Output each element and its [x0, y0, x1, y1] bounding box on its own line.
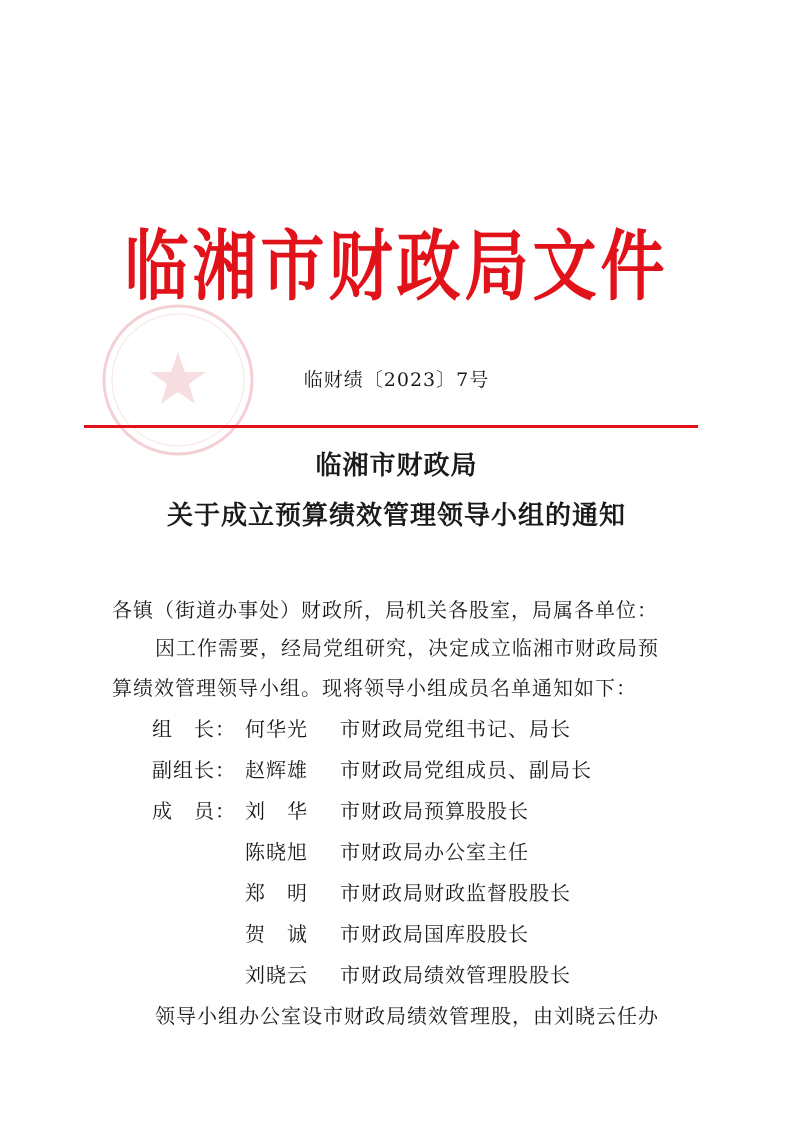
member-name: 何华光 — [245, 717, 308, 741]
member-row — [0, 713, 793, 743]
title-issuer: 临湘市财政局 — [315, 451, 478, 481]
member-name: 赵辉雄 — [245, 758, 308, 782]
member-row — [0, 918, 793, 948]
member-post: 市财政局党组成员、副局长 — [340, 758, 592, 782]
member-name: 陈晓旭 — [245, 840, 308, 864]
member-name: 刘晓云 — [245, 963, 308, 987]
member-row — [0, 836, 793, 866]
member-post: 市财政局国库股股长 — [340, 922, 529, 946]
document-number: 临财绩〔2023〕7号 — [303, 369, 490, 391]
member-post: 市财政局财政监督股股长 — [340, 881, 571, 905]
red-divider-line — [84, 425, 698, 428]
member-role: 成 员： — [152, 799, 236, 823]
intro-line-2: 算绩效管理领导小组。现将领导小组成员名单通知如下： — [112, 676, 637, 700]
member-role: 副组长： — [152, 758, 236, 782]
member-row — [0, 877, 793, 907]
closing-line: 领导小组办公室设市财政局绩效管理股，由刘晓云任办 — [155, 1004, 659, 1028]
member-name: 刘 华 — [245, 799, 308, 823]
member-post: 市财政局绩效管理股股长 — [340, 963, 571, 987]
member-row — [0, 754, 793, 784]
title-subject: 关于成立预算绩效管理领导小组的通知 — [166, 501, 626, 531]
member-row — [0, 795, 793, 825]
member-post: 市财政局党组书记、局长 — [340, 717, 571, 741]
member-row — [0, 959, 793, 989]
member-post: 市财政局预算股股长 — [340, 799, 529, 823]
member-name: 郑 明 — [245, 881, 308, 905]
salutation: 各镇（街道办事处）财政所，局机关各股室，局属各单位： — [112, 598, 658, 622]
intro-line-1: 因工作需要，经局党组研究，决定成立临湘市财政局预 — [155, 636, 659, 660]
member-role: 组 长： — [152, 717, 236, 741]
member-name: 贺 诚 — [245, 922, 308, 946]
member-post: 市财政局办公室主任 — [340, 840, 529, 864]
document-masthead: 临湘市财政局文件 — [124, 223, 669, 313]
